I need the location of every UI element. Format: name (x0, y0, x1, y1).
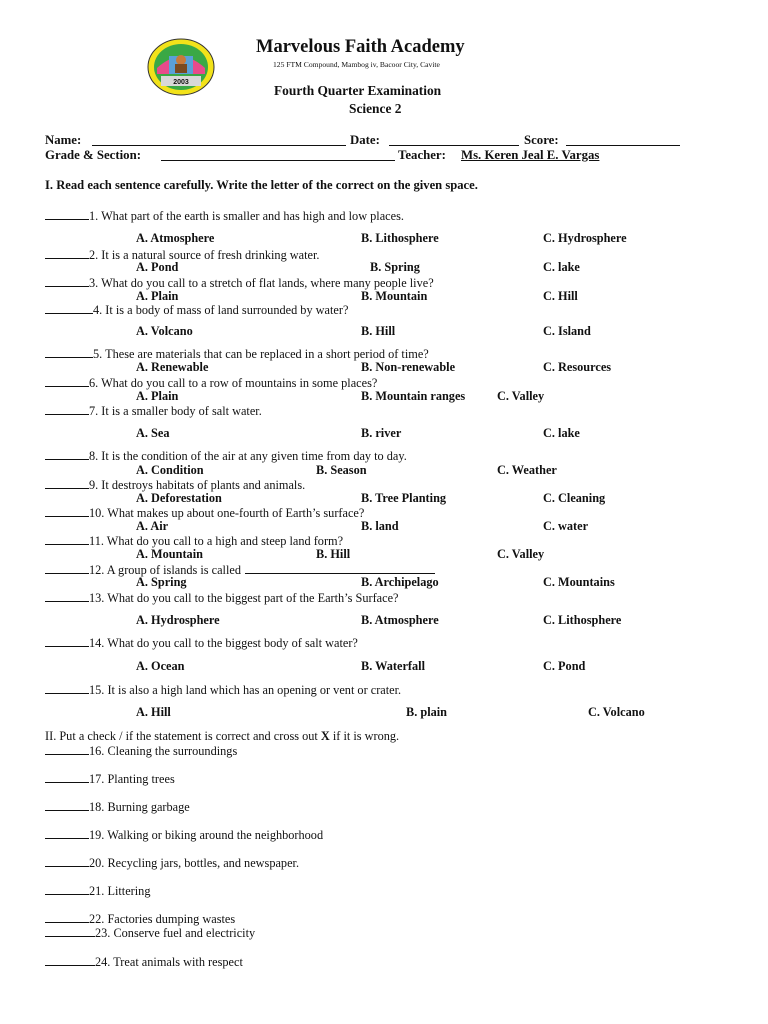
choice-b: B. Lithosphere (361, 231, 439, 245)
choice-c: C. Cleaning (543, 491, 606, 505)
question-2 (45, 247, 320, 263)
exam-title: Fourth Quarter Examination (274, 83, 442, 98)
answer-blank[interactable] (45, 375, 89, 387)
question-7 (45, 403, 262, 419)
answer-blank[interactable] (45, 247, 89, 259)
date-label: Date: (350, 133, 380, 147)
answer-blank[interactable] (45, 403, 89, 415)
choice-c: C. lake (543, 260, 580, 274)
choice-b: B. Archipelago (361, 575, 439, 589)
question-text: 9. It destroys habitats of plants and animals. (89, 478, 306, 492)
statement-16 (45, 743, 237, 759)
teacher-label: Teacher: (398, 148, 446, 162)
grade-section-label: Grade & Section: (45, 148, 141, 162)
choice-b: B. Non-renewable (361, 360, 456, 374)
statement-text: 20. Recycling jars, bottles, and newspaper. (89, 856, 300, 870)
choice-c: C. Valley (497, 389, 545, 403)
statement-text: 18. Burning garbage (89, 800, 190, 814)
statement-23 (45, 925, 255, 941)
question-text: 4. It is a body of mass of land surrounded by water? (93, 303, 349, 317)
answer-blank[interactable] (45, 682, 89, 694)
statement-text: 16. Cleaning the surroundings (89, 744, 238, 758)
answer-blank[interactable] (45, 954, 95, 966)
choice-b: B. river (361, 426, 402, 440)
choice-b: B. Mountain (361, 289, 428, 303)
statement-text: 23. Conserve fuel and electricity (95, 926, 256, 940)
choice-c: C. Mountains (543, 575, 615, 589)
choice-b: B. Season (316, 463, 367, 477)
choice-c: C. Lithosphere (543, 613, 622, 627)
school-address: 125 FTM Compound, Mambog iv, Bacoor City, Cavite (273, 60, 440, 69)
question-text: 8. It is the condition of the air at any given time from day to day. (89, 449, 407, 463)
statement-text: 21. Littering (89, 884, 151, 898)
answer-blank[interactable] (45, 635, 89, 647)
question-text: 10. What makes up about one-fourth of Earth’s surface? (89, 506, 365, 520)
statement-text: 22. Factories dumping wastes (89, 912, 236, 926)
school-name: Marvelous Faith Academy (256, 37, 465, 57)
question-1 (45, 208, 404, 224)
date-field[interactable] (389, 134, 519, 146)
score-field[interactable] (566, 134, 680, 146)
statement-text: 24. Treat animals with respect (95, 955, 243, 969)
choice-b: B. plain (406, 705, 448, 719)
answer-blank[interactable] (45, 743, 89, 755)
statement-18 (45, 799, 190, 815)
answer-blank[interactable] (45, 208, 89, 220)
question-text: 7. It is a smaller body of salt water. (89, 404, 262, 418)
score-label: Score: (524, 133, 559, 147)
question-text: 5. These are materials that can be replaced in a short period of time? (93, 347, 429, 361)
question-text: 15. It is also a high land which has an opening or vent or crater. (89, 683, 402, 697)
choice-c: C. Weather (497, 463, 557, 477)
question-text: 2. It is a natural source of fresh drinking water. (89, 248, 320, 262)
part2-instruction: II. Put a check / if the statement is correct and cross out X if it is wrong. (45, 729, 400, 743)
answer-blank[interactable] (45, 477, 89, 489)
answer-blank[interactable] (45, 827, 89, 839)
answer-blank[interactable] (45, 275, 89, 287)
statement-20 (45, 855, 299, 871)
svg-text:2003: 2003 (173, 79, 189, 86)
statement-21 (45, 883, 150, 899)
fill-in-blank[interactable] (245, 562, 435, 574)
name-field[interactable] (92, 134, 346, 146)
choice-c: C. Resources (543, 360, 612, 374)
answer-blank[interactable] (45, 855, 89, 867)
choice-c: C. water (543, 519, 589, 533)
statement-text: 17. Planting trees (89, 772, 175, 786)
choice-a: A. Air (136, 519, 169, 533)
name-label: Name: (45, 133, 82, 147)
answer-blank[interactable] (45, 771, 89, 783)
question-13 (45, 590, 399, 606)
question-text: 14. What do you call to the biggest body of salt water? (89, 636, 358, 650)
choice-b: B. Hill (316, 547, 351, 561)
question-14 (45, 635, 358, 651)
school-logo (147, 38, 215, 96)
choice-c: C. Hydrosphere (543, 231, 627, 245)
answer-blank[interactable] (45, 533, 89, 545)
choice-c: C. lake (543, 426, 580, 440)
question-text: 1. What part of the earth is smaller and has high and low places. (89, 209, 404, 223)
answer-blank[interactable] (45, 925, 95, 937)
teacher-name: Ms. Keren Jeal E. Vargas (461, 148, 600, 162)
choice-a: A. Renewable (136, 360, 209, 374)
question-15 (45, 682, 401, 698)
question-4 (45, 302, 348, 318)
answer-blank[interactable] (45, 302, 93, 314)
choice-a: A. Pond (136, 260, 179, 274)
answer-blank[interactable] (45, 505, 89, 517)
statement-17 (45, 771, 175, 787)
subject-title: Science 2 (349, 101, 402, 116)
answer-blank[interactable] (45, 799, 89, 811)
statement-text: 19. Walking or biking around the neighborhood (89, 828, 324, 842)
choice-b: B. Atmosphere (361, 613, 439, 627)
choice-a: A. Plain (136, 389, 179, 403)
answer-blank[interactable] (45, 346, 93, 358)
choice-c: C. Valley (497, 547, 545, 561)
choice-a: A. Spring (136, 575, 187, 589)
choice-b: B. Waterfall (361, 659, 425, 673)
choice-c: C. Island (543, 324, 591, 338)
choice-b: B. Tree Planting (361, 491, 447, 505)
question-10 (45, 505, 364, 521)
choice-a: A. Sea (136, 426, 170, 440)
choice-a: A. Condition (136, 463, 204, 477)
choice-a: A. Hydrosphere (136, 613, 220, 627)
answer-blank[interactable] (45, 562, 89, 574)
choice-a: A. Plain (136, 289, 179, 303)
choice-a: A. Mountain (136, 547, 203, 561)
question-text: 12. A group of islands is called (89, 563, 241, 577)
question-text: 13. What do you call to the biggest part of the Earth’s Surface? (89, 591, 399, 605)
choice-c: C. Volcano (588, 705, 645, 719)
choice-b: B. Spring (370, 260, 420, 274)
choice-a: A. Volcano (136, 324, 193, 338)
choice-b: B. Mountain ranges (361, 389, 466, 403)
choice-b: B. Hill (361, 324, 396, 338)
answer-blank[interactable] (45, 883, 89, 895)
answer-blank[interactable] (45, 590, 89, 602)
grade-section-field[interactable] (161, 149, 395, 161)
answer-blank[interactable] (45, 448, 89, 460)
choice-a: A. Atmosphere (136, 231, 215, 245)
choice-c: C. Hill (543, 289, 578, 303)
question-text: 6. What do you call to a row of mountains in some places? (89, 376, 378, 390)
question-text: 3. What do you call to a stretch of flat lands, where many people live? (89, 276, 434, 290)
answer-blank[interactable] (45, 911, 89, 923)
choice-a: A. Hill (136, 705, 171, 719)
statement-24 (45, 954, 243, 970)
choice-a: A. Ocean (136, 659, 185, 673)
question-text: 11. What do you call to a high and steep land form? (89, 534, 344, 548)
question-6 (45, 375, 377, 391)
question-8 (45, 448, 407, 464)
choice-b: B. land (361, 519, 399, 533)
choice-a: A. Deforestation (136, 491, 222, 505)
statement-19 (45, 827, 323, 843)
part1-instruction: I. Read each sentence carefully. Write the letter of the correct on the given space. (45, 178, 478, 192)
choice-c: C. Pond (543, 659, 586, 673)
